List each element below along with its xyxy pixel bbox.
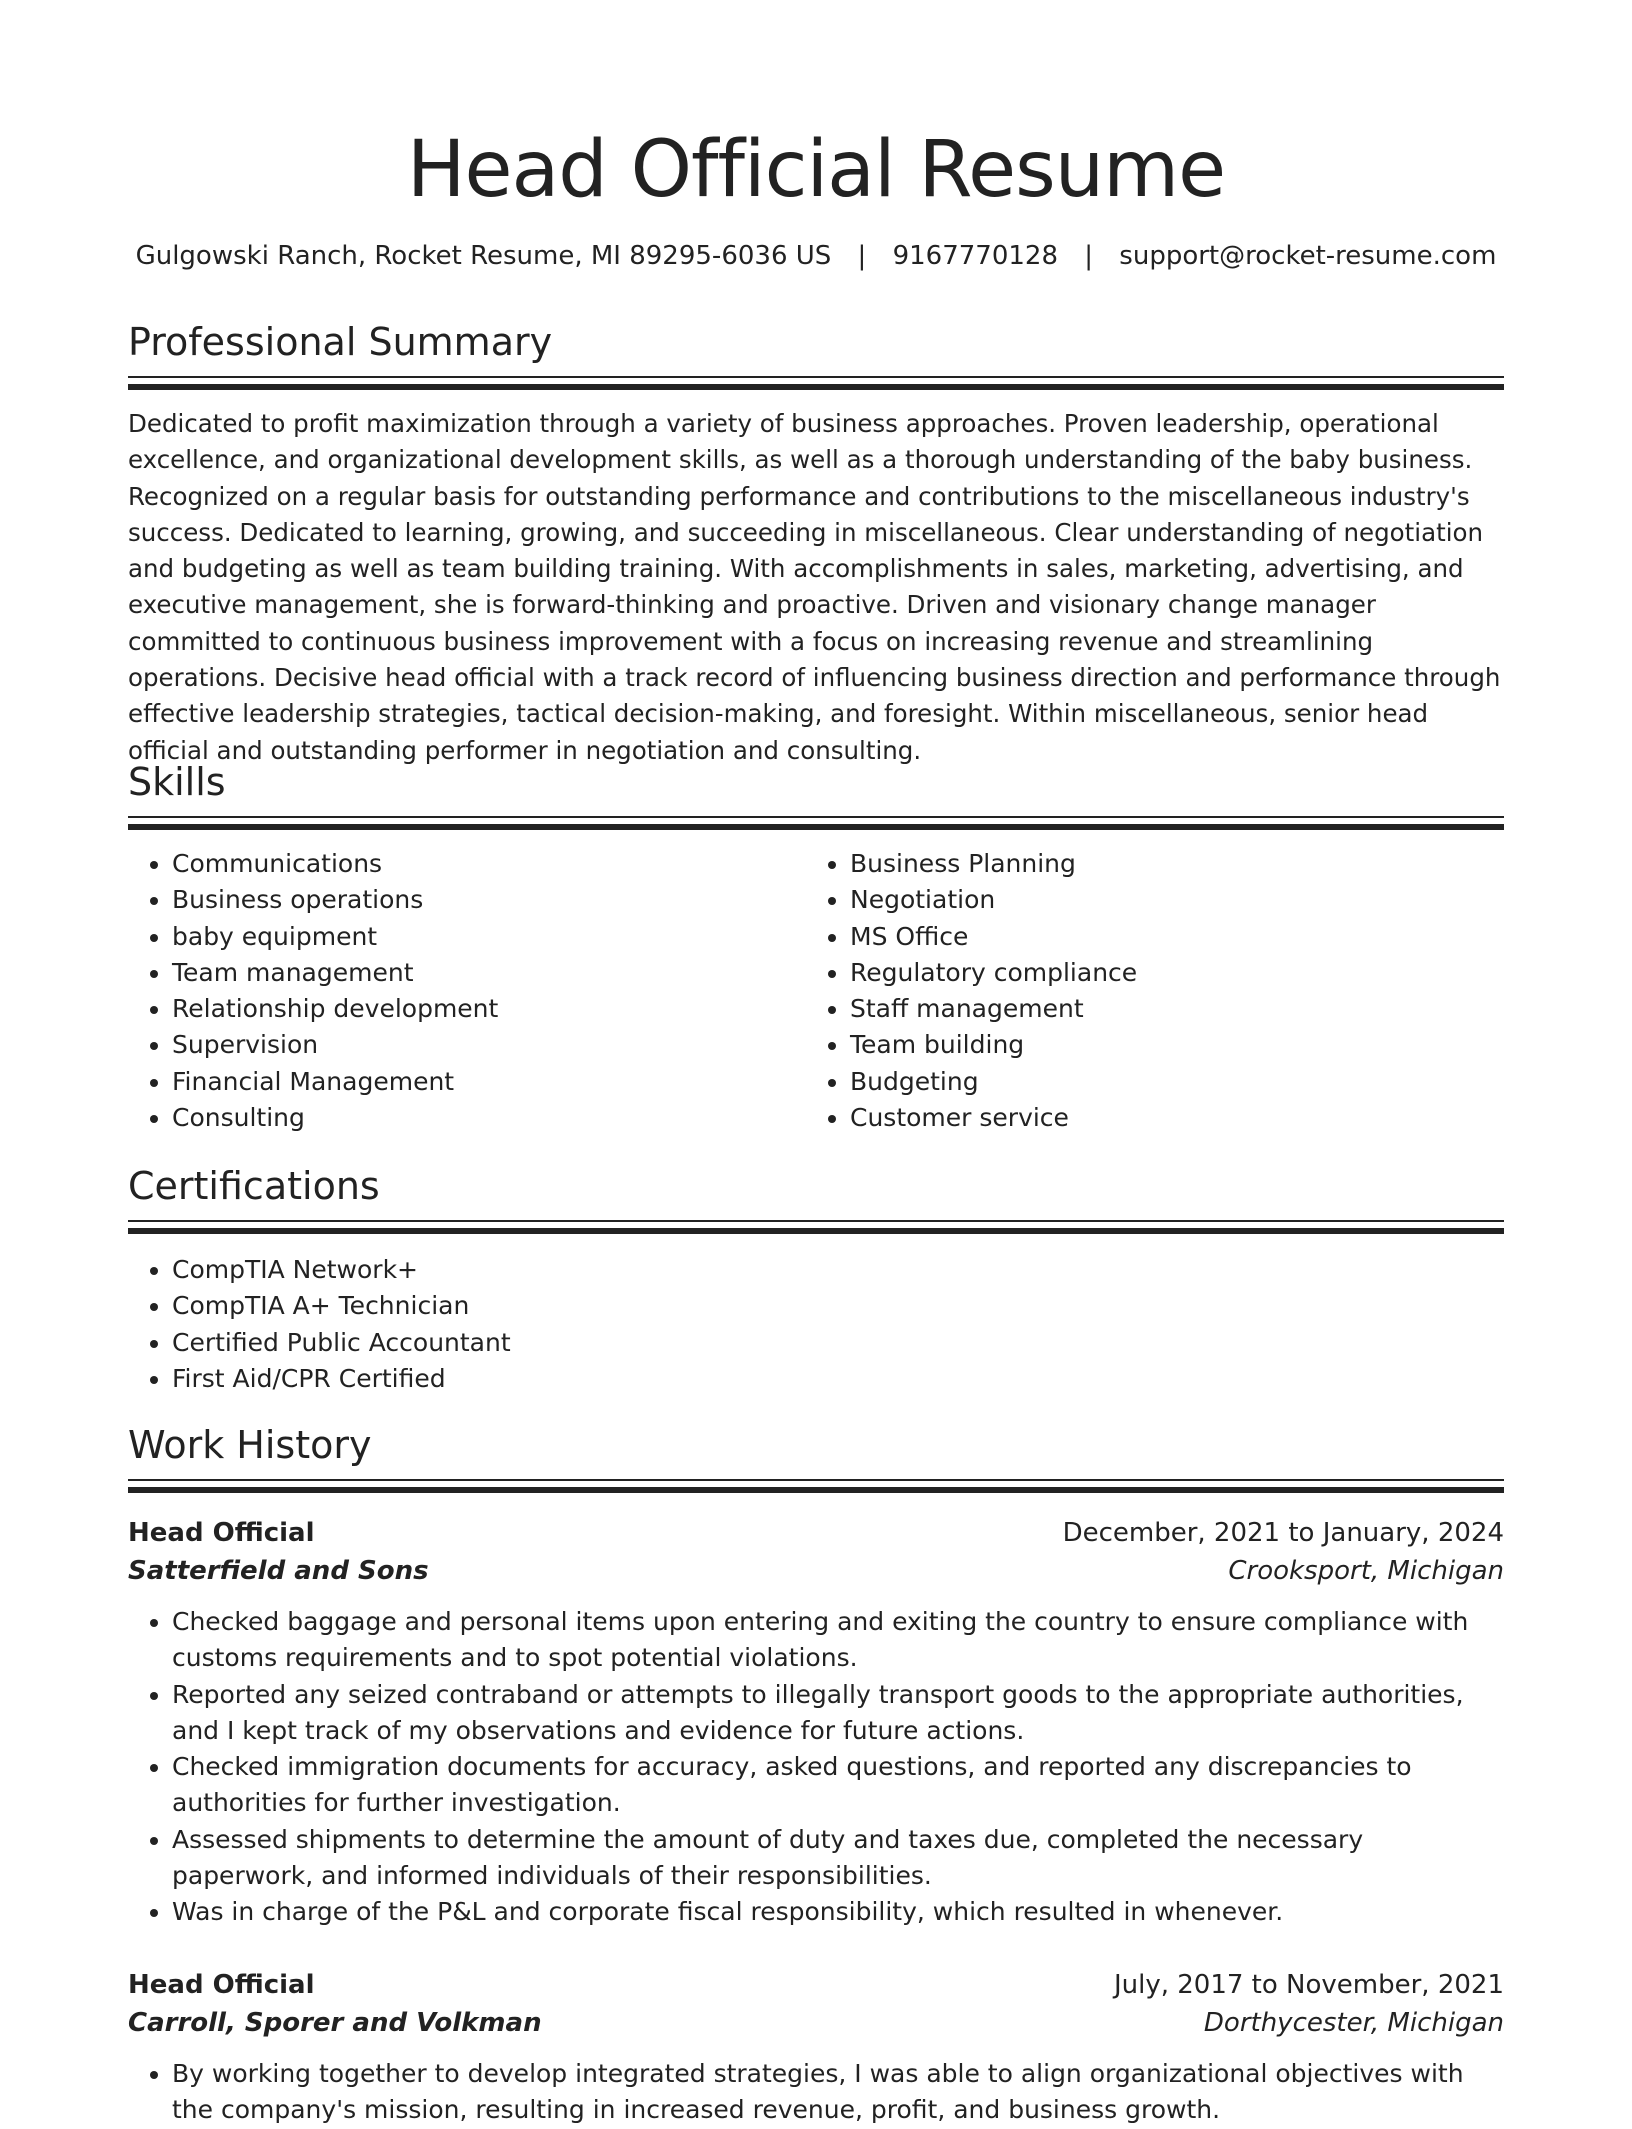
job-duties-list [128, 2056, 1504, 2129]
skill-item: • Relationship development [172, 991, 768, 1027]
job-dates: July, 2017 to November, 2021 [1113, 1970, 1504, 2000]
work-section-header [128, 1421, 1504, 1493]
work-heading: Work History [128, 1423, 372, 1467]
contact-separator: | [1084, 241, 1094, 271]
summary-heading: Professional Summary [128, 320, 553, 364]
skill-item: • Communications [172, 846, 768, 882]
certification-item: • First Aid/CPR Certified [172, 1361, 1504, 1397]
job-entry [128, 1966, 1504, 2129]
contact-address: Gulgowski Ranch, Rocket Resume, MI 89295-6036 US [135, 241, 832, 271]
section-divider [128, 1479, 1504, 1481]
certification-item: • Certified Public Accountant [172, 1325, 1504, 1361]
certifications-list [128, 1252, 1504, 1397]
skills-section-header [128, 758, 1504, 830]
skill-item: • Regulatory compliance [850, 955, 1446, 991]
section-divider [128, 1228, 1504, 1234]
section-divider [128, 376, 1504, 378]
skill-item: • Team building [850, 1027, 1446, 1063]
job-location: Dorthycester, Michigan [1203, 2008, 1504, 2038]
skill-item: • Financial Management [172, 1064, 768, 1100]
certification-item: • CompTIA Network+ [172, 1252, 1504, 1288]
job-duty-item: • By working together to develop integrated strategies, I was able to align organizational objectives with the company's mission, resulting in increased revenue, profit, and business growth. [172, 2056, 1504, 2129]
skills-column-right [806, 846, 1446, 1136]
skill-item: • Supervision [172, 1027, 768, 1063]
skill-item: • Business Planning [850, 846, 1446, 882]
job-company: Carroll, Sporer and Volkman [128, 2008, 542, 2038]
resume-title: Head Official Resume [406, 125, 1226, 215]
job-duty-item: • Reported any seized contraband or attempts to illegally transport goods to the appropriate authorities, and I kept track of my observations and evidence for future actions. [172, 1677, 1504, 1750]
job-company-row [128, 1552, 1504, 1590]
job-duty-item: • Assessed shipments to determine the amount of duty and taxes due, completed the necessary paperwork, and informed individuals of their responsibilities. [172, 1822, 1504, 1895]
job-company-row [128, 2004, 1504, 2042]
skill-item: • MS Office [850, 919, 1446, 955]
skills-heading: Skills [128, 760, 226, 804]
contact-phone: 9167770128 [892, 241, 1058, 271]
certifications-heading: Certifications [128, 1164, 380, 1208]
skill-item: • Negotiation [850, 882, 1446, 918]
contact-separator: | [857, 241, 867, 271]
skill-item: • Customer service [850, 1100, 1446, 1136]
skill-item: • Staff management [850, 991, 1446, 1027]
skill-item: • baby equipment [172, 919, 768, 955]
summary-text: Dedicated to profit maximization through a variety of business approaches. Proven leadership, operational excellence, and organizational development skills, as well as a thorough understanding of the baby business. Recognized on a regular basis for outstanding performance and contributions to the miscellaneous industry's success. Dedicated to learning, growing, and succeeding in miscellaneous. Clear understanding of negotiation and budgeting as well as team building training. With accomplishments in sales, marketing, advertising, and executive management, she is forward-thinking and proactive. Driven and visionary change manager committed to continuous business improvement with a focus on increasing revenue and streamlining operations. Decisive head official with a track record of influencing business direction and performance through effective leadership strategies, tactical decision-making, and foresight. Within miscellaneous, senior head official and outstanding performer in negotiation and consulting. [128, 409, 1501, 765]
job-title: Head Official [128, 1518, 315, 1548]
skill-item: • Team management [172, 955, 768, 991]
job-duty-item: • Checked baggage and personal items upon entering and exiting the country to ensure compliance with customs requirements and to spot potential violations. [172, 1604, 1504, 1677]
section-divider [128, 384, 1504, 390]
job-duties-list [128, 1604, 1504, 1931]
section-divider [128, 1220, 1504, 1222]
job-duty-item: • Was in charge of the P&L and corporate fiscal responsibility, which resulted in whenever. [172, 1894, 1504, 1930]
section-divider [128, 816, 1504, 818]
skill-item: • Budgeting [850, 1064, 1446, 1100]
job-location: Crooksport, Michigan [1228, 1556, 1504, 1586]
skill-item: • Business operations [172, 882, 768, 918]
job-header-row [128, 1514, 1504, 1552]
skill-item: • Consulting [172, 1100, 768, 1136]
job-header-row [128, 1966, 1504, 2004]
contact-line [128, 238, 1504, 274]
job-dates: December, 2021 to January, 2024 [1062, 1518, 1504, 1548]
job-company: Satterfield and Sons [128, 1556, 429, 1586]
job-title: Head Official [128, 1970, 315, 2000]
certifications-section-header [128, 1162, 1504, 1234]
section-divider [128, 1487, 1504, 1493]
job-duty-item: • Checked immigration documents for accuracy, asked questions, and reported any discrepancies to authorities for further investigation. [172, 1749, 1504, 1822]
job-entry [128, 1514, 1504, 1931]
skills-column-left [128, 846, 768, 1136]
section-divider [128, 824, 1504, 830]
contact-email: support@rocket-resume.com [1119, 241, 1497, 271]
certification-item: • CompTIA A+ Technician [172, 1288, 1504, 1324]
summary-section-header [128, 318, 1504, 390]
